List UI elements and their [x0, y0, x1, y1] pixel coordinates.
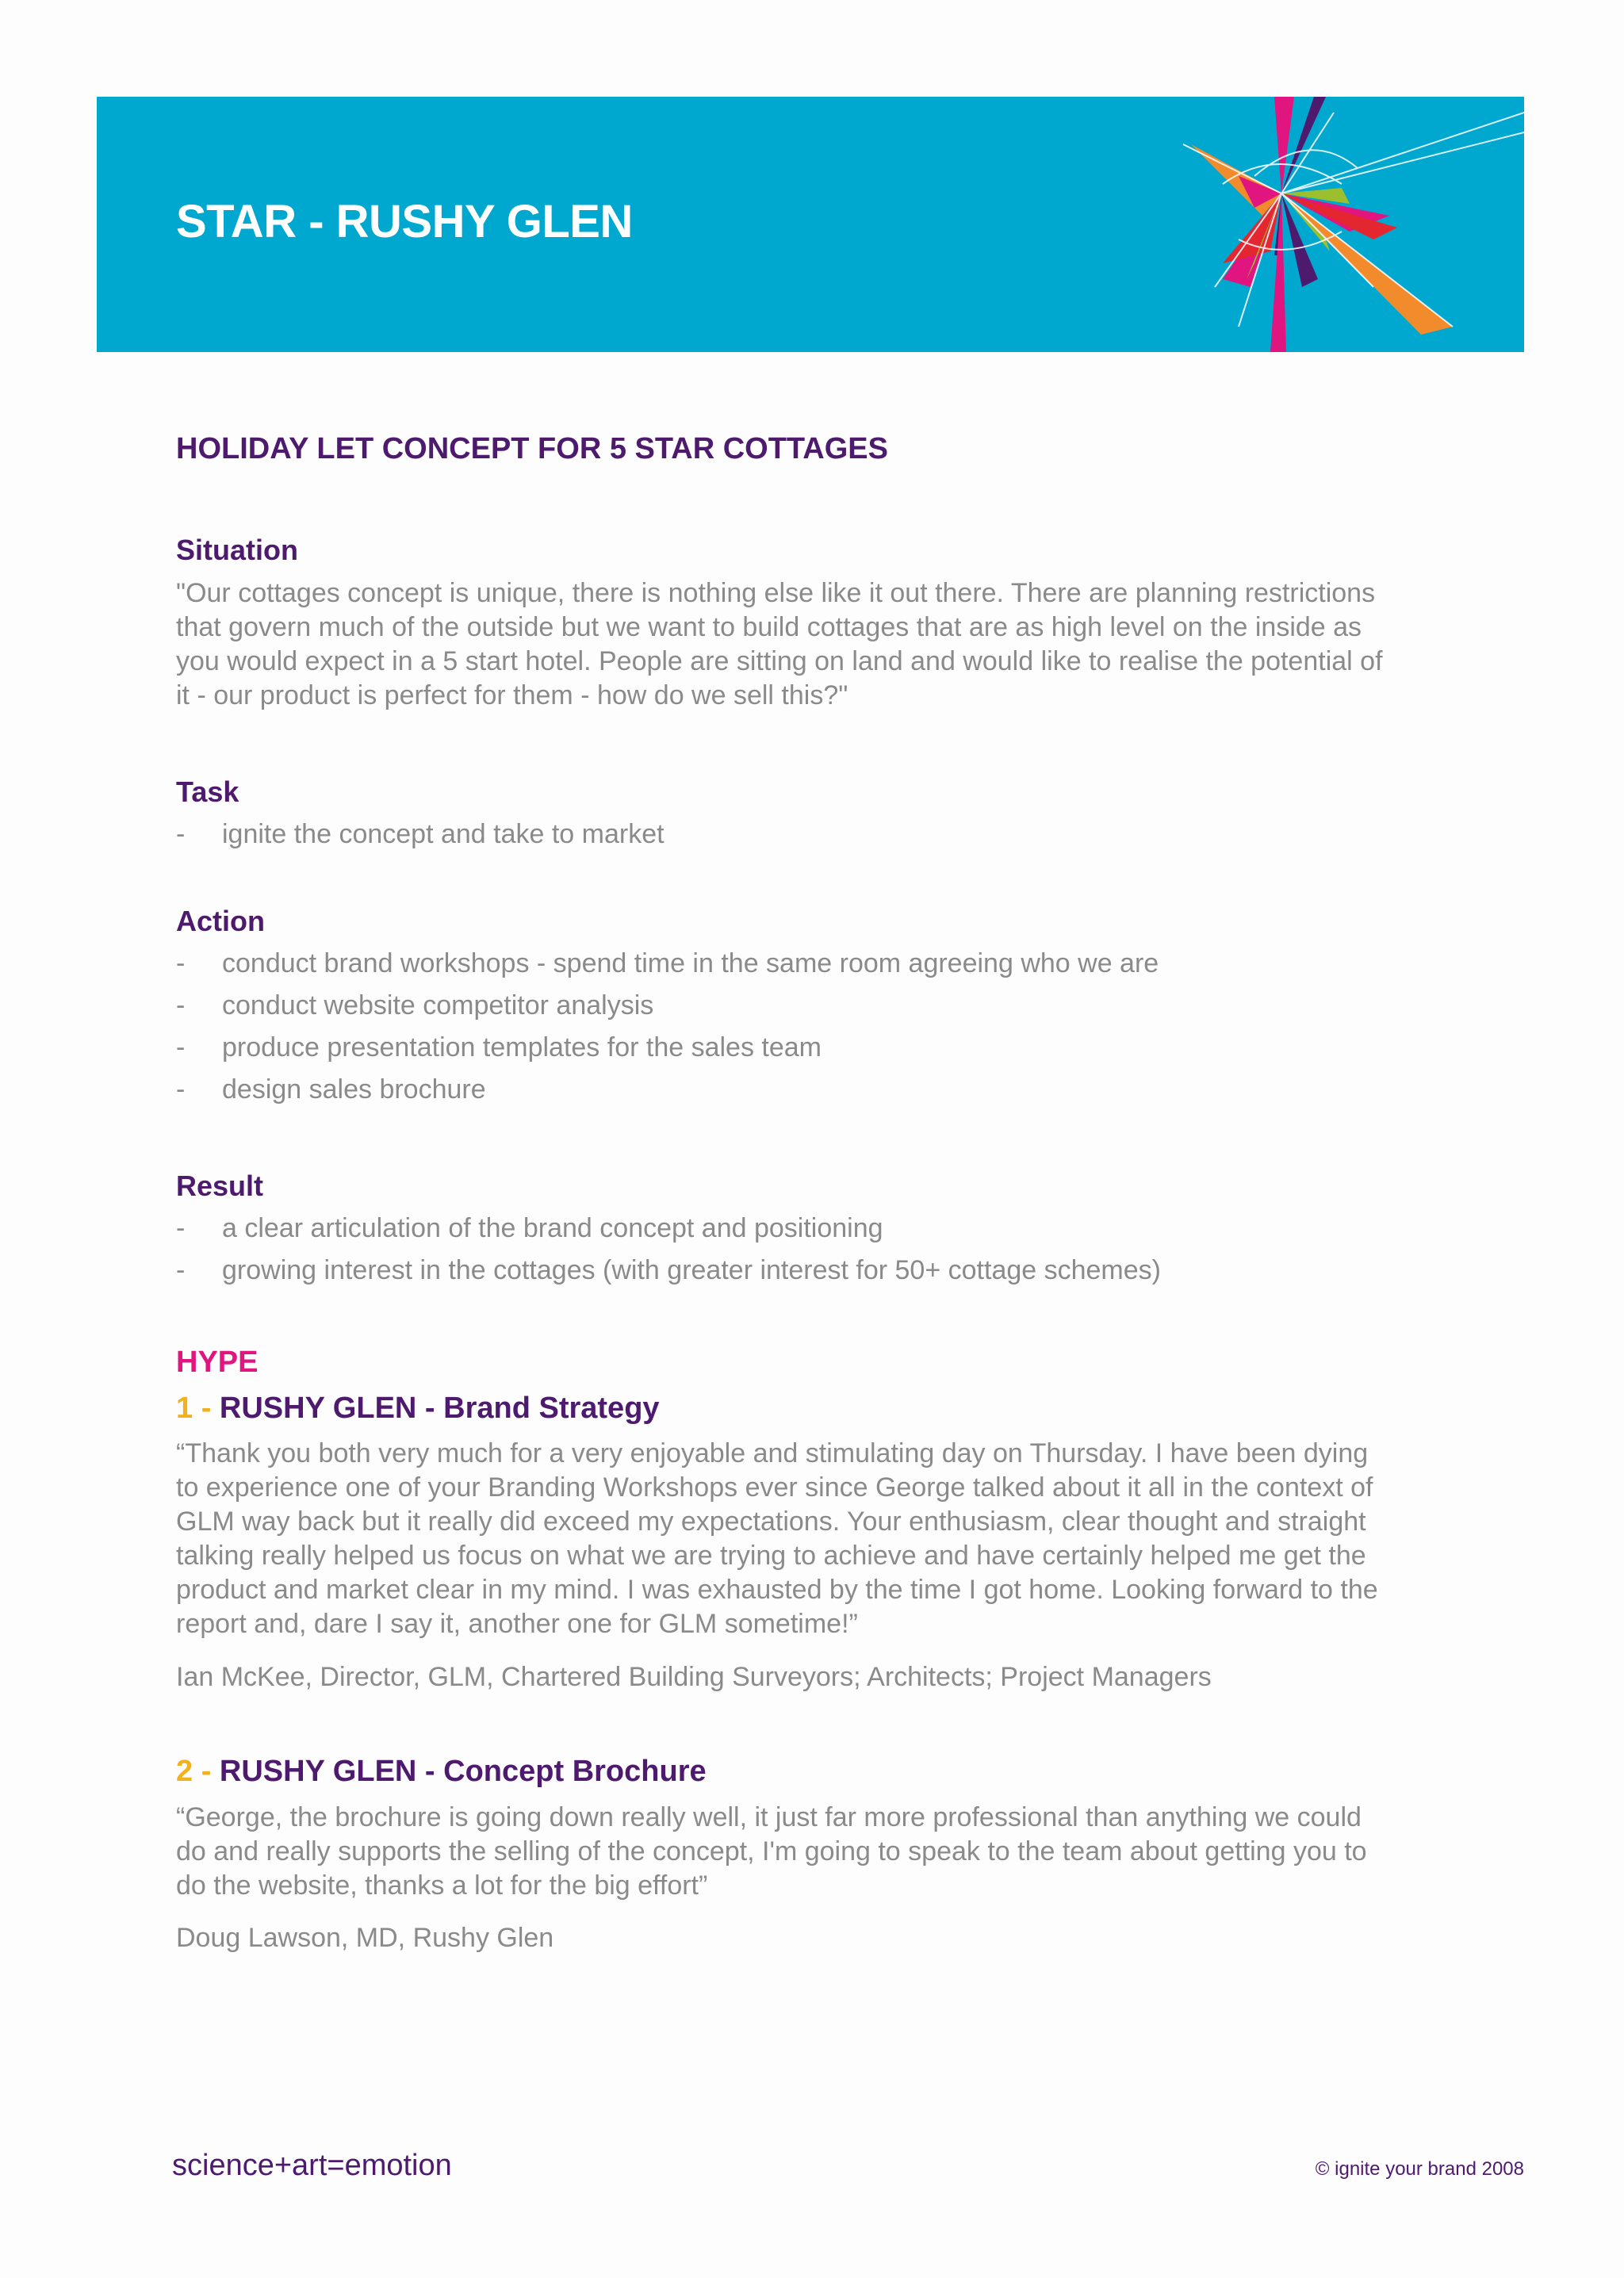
- list-dash: -: [176, 948, 186, 978]
- list-dash: -: [176, 1213, 186, 1243]
- list-dash: -: [176, 819, 186, 849]
- list-item: [176, 814, 665, 856]
- task-label: Task: [176, 775, 239, 808]
- list-item-text: produce presentation templates for the sales team: [222, 1032, 822, 1062]
- footer-slogan: science+art=emotion: [172, 2149, 452, 2182]
- hype-item-2-quote: “George, the brochure is going down really well, it just far more professional than anything we could do and really supports the selling of the concept, I'm going to speak to the team about getting you to do the website, thanks a lot for the big effort”: [176, 1802, 1367, 1901]
- hype-item-2-heading: [176, 1755, 707, 1789]
- list-item-text: design sales brochure: [222, 1074, 486, 1105]
- header-banner: [97, 97, 1524, 352]
- list-item-text: growing interest in the cottages (with greater interest for 50+ cottage schemes): [222, 1255, 1161, 1285]
- hype-item-1-quote: “Thank you both very much for a very enjoyable and stimulating day on Thursday. I have been dying to experience one of your Branding Workshops ever since George talked about it all in the context of GLM way back but it really did exceed my expectations. Your enthusiasm, clear thought and straight talking really helped us focus on what we are trying to achieve and have certainly helped me get the product and market clear in my mind. I was exhausted by the time I got home. Looking forward to the report and, dare I say it, another one for GLM sometime!”: [176, 1438, 1378, 1639]
- hype-item-number: 1 -: [176, 1392, 212, 1425]
- action-list: [176, 943, 1159, 1111]
- list-dash: -: [176, 1074, 186, 1105]
- footer-copyright: © ignite your brand 2008: [1315, 2158, 1524, 2180]
- list-item: [176, 1069, 1159, 1111]
- list-dash: -: [176, 990, 186, 1020]
- hype-item-number: 2 -: [176, 1755, 212, 1788]
- list-item: [176, 943, 1159, 985]
- hype-item-title: RUSHY GLEN - Concept Brochure: [219, 1755, 707, 1788]
- result-list: [176, 1208, 1161, 1292]
- action-label: Action: [176, 905, 265, 937]
- list-item: [176, 985, 1159, 1027]
- situation-text: "Our cottages concept is unique, there is nothing else like it out there. There are planning restrictions that govern much of the outside but we want to build cottages that are as high level on the inside as you would expect in a 5 start hotel. People are sitting on land and would like to realise the potential of it - our product is perfect for them - how do we sell this?": [176, 578, 1383, 710]
- hype-item-1-attribution: Ian McKee, Director, GLM, Chartered Building Surveyors; Architects; Project Managers: [176, 1662, 1212, 1692]
- result-label: Result: [176, 1170, 264, 1202]
- list-item: [176, 1027, 1159, 1069]
- list-item-text: ignite the concept and take to market: [222, 819, 665, 849]
- hype-item-title: RUSHY GLEN - Brand Strategy: [219, 1392, 660, 1425]
- hype-item-2-attribution: Doug Lawson, MD, Rushy Glen: [176, 1923, 554, 1953]
- star-burst-icon: [1136, 97, 1524, 352]
- main-heading: HOLIDAY LET CONCEPT FOR 5 STAR COTTAGES: [176, 432, 888, 465]
- list-dash: -: [176, 1255, 186, 1285]
- list-item: [176, 1250, 1161, 1292]
- list-item-text: a clear articulation of the brand concept and positioning: [222, 1213, 883, 1243]
- list-item-text: conduct website competitor analysis: [222, 990, 654, 1020]
- situation-label: Situation: [176, 534, 298, 566]
- list-dash: -: [176, 1032, 186, 1062]
- hype-item-1-heading: [176, 1392, 660, 1426]
- hype-label: HYPE: [176, 1346, 259, 1379]
- task-list: [176, 814, 665, 856]
- list-item-text: conduct brand workshops - spend time in the same room agreeing who we are: [222, 948, 1159, 978]
- list-item: [176, 1208, 1161, 1250]
- page-title: STAR - RUSHY GLEN: [176, 196, 633, 247]
